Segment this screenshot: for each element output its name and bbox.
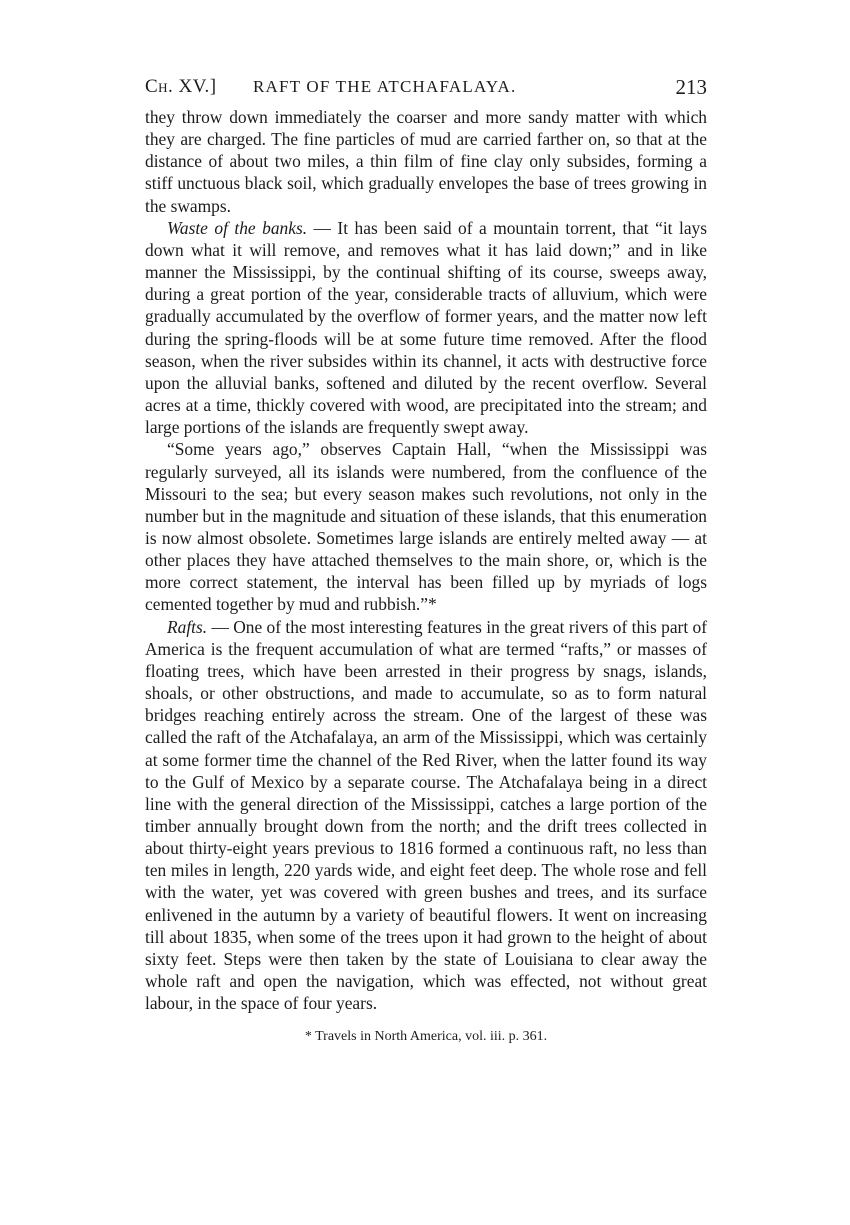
footnote: * Travels in North America, vol. iii. p. 361.	[304, 1029, 548, 1045]
running-head	[145, 72, 707, 102]
book-page	[145, 72, 707, 1046]
paragraph-text: “Some years ago,” observes Captain Hall, “when the Mississippi was regularly surveyed, all its islands were numbered, from the confluence of the Missouri to the sea; but every season makes such revolutions, not only in the number but in the magnitude and situation of these islands, that this enumeration is now almost obsolete. Sometimes large islands are entirely melted away — at other places they have attached themselves to the main shore, or, which is the more correct statement, the interval has been filled up by myriads of logs cemented together by mud and rubbish.”*	[145, 439, 707, 615]
paragraph	[145, 616, 707, 1015]
running-title: RAFT OF THE ATCHAFALAYA.	[253, 77, 517, 96]
paragraph	[145, 438, 707, 615]
page-number: 213	[675, 75, 707, 99]
side-heading-rafts: Rafts.	[167, 616, 208, 637]
paragraph-text: — One of the most interesting features in the great rivers of this part of America is the frequent accumulation of what are termed “rafts,” or masses of floating trees, which have been arrested in their progress by snags, islands, shoals, or other obstructions, and made to accumulate, so as to form natural bridges reaching entirely across the stream. One of the largest of these was called the raft of the Atchafalaya, an arm of the Mississippi, which was certainly at some former time the channel of the Red River, when the latter found its way to the Gulf of Mexico by a separate course. The Atchafalaya being in a direct line with the general direction of the Mississippi, catches a large portion of the timber annually brought down from the north; and the drift trees collected in about thirty-eight years previous to 1816 formed a continuous raft, no less than ten miles in length, 220 yards wide, and eight feet deep. The whole rose and fell with the water, yet was covered with green bushes and trees, and its surface enlivened in the autumn by a variety of beautiful flowers. It went on increasing till about 1835, when some of the trees upon it had grown to the height of about sixty feet. Steps were then taken by the state of Louisiana to clear away the whole raft and open the navigation, which was effected, not without great labour, in the space of four years.	[145, 616, 707, 1014]
chapter-label: Ch. XV.]	[145, 76, 217, 97]
body-text	[145, 106, 707, 1014]
paragraph-text: — It has been said of a mountain torrent, that “it lays down what it will remove, and removes what it has laid down;” and in like manner the Mississippi, by the continual shifting of its course, sweeps away, during a great portion of the year, considerable tracts of alluvium, which were gradually accumulated by the overflow of former years, and the matter now left during the spring-floods will be at some future time removed. After the flood season, when the river subsides within its channel, it acts with destructive force upon the alluvial banks, softened and diluted by the recent overflow. Several acres at a time, thickly covered with wood, are precipitated into the stream; and large portions of the islands are frequently swept away.	[145, 217, 708, 438]
paragraph	[145, 217, 707, 439]
side-heading-waste-of-the-banks: Waste of the banks.	[167, 217, 308, 238]
paragraph	[145, 106, 707, 217]
paragraph-text: they throw down immediately the coarser and more sandy matter with which they are charged. The fine particles of mud are carried farther on, so that at the distance of about two miles, a thin film of fine clay only subsides, forming a stiff unctuous black soil, which gradually envelopes the base of trees growing in the swamps.	[145, 107, 707, 216]
